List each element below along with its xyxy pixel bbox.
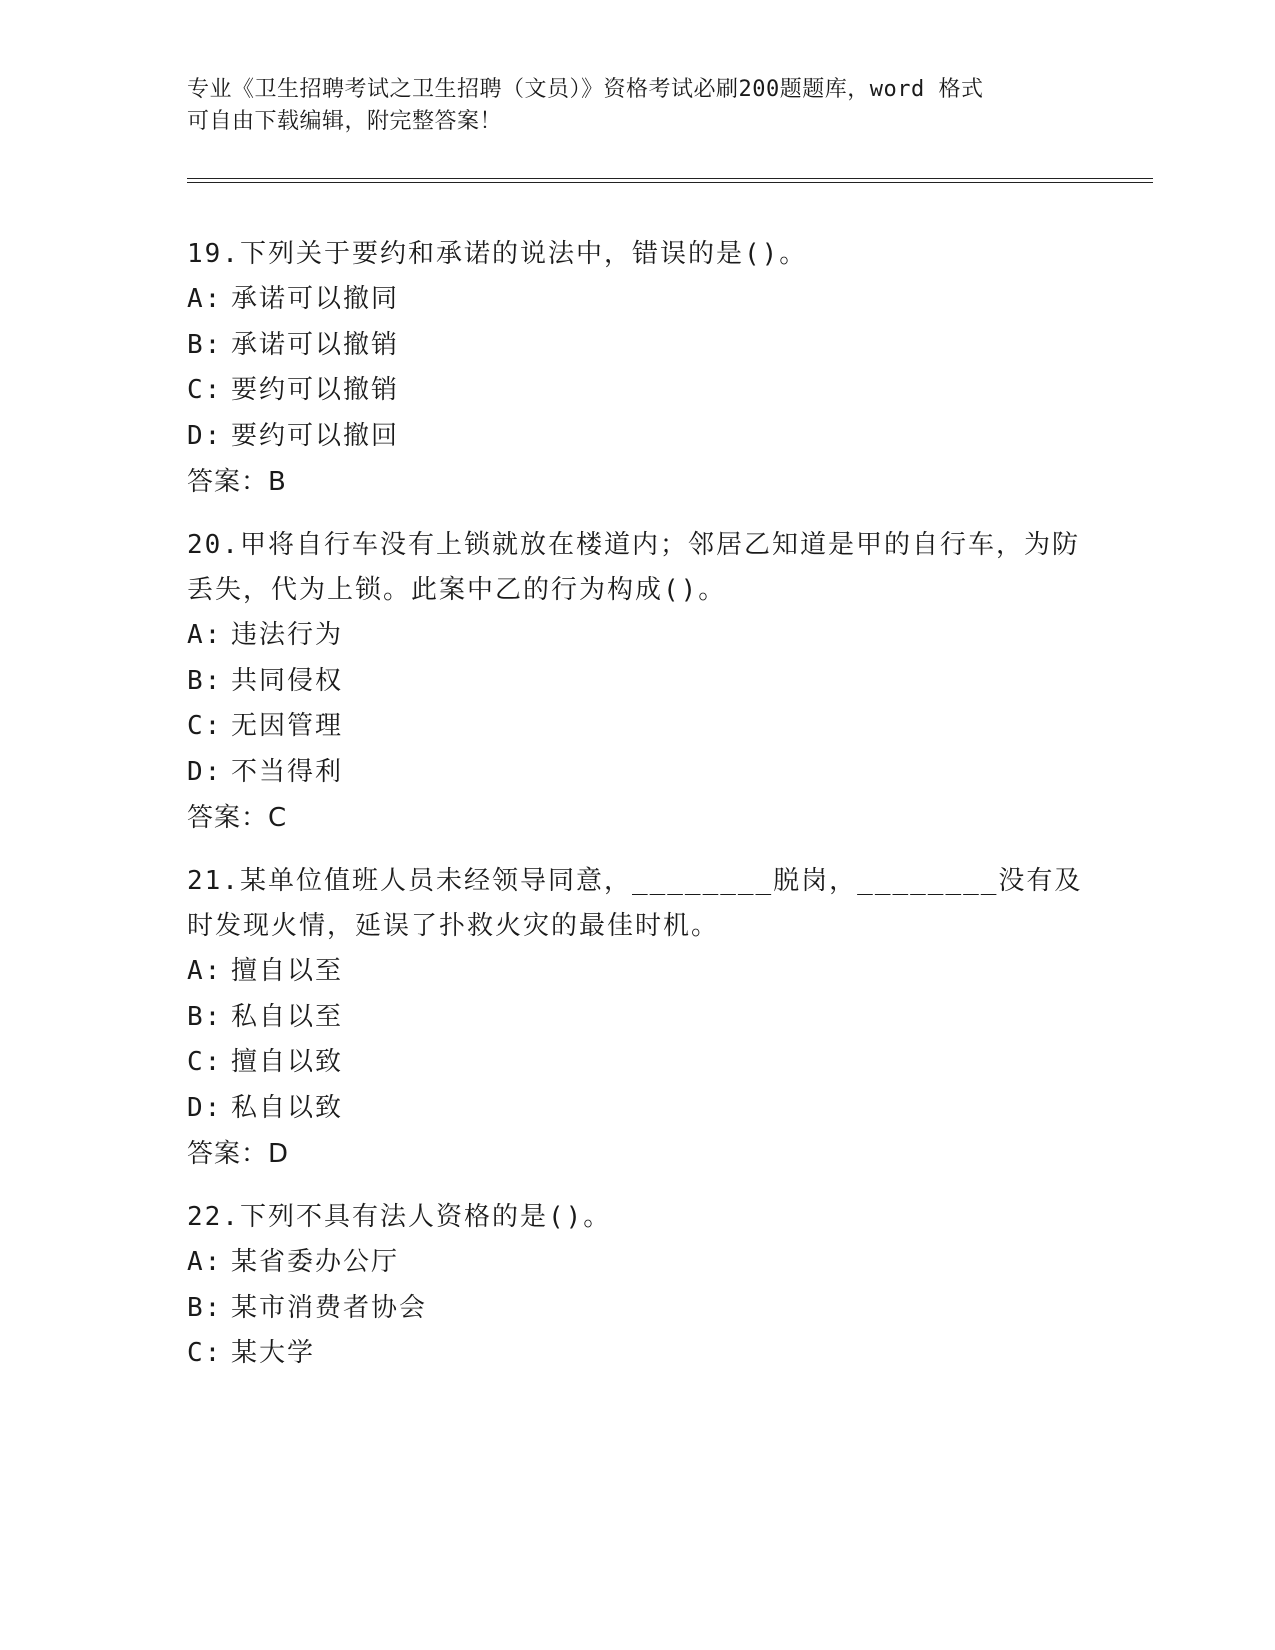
option-text: 私自以至	[231, 1001, 344, 1032]
option-d	[187, 1086, 1087, 1132]
option-letter: B:	[187, 1292, 223, 1323]
question-list	[187, 232, 1087, 1395]
option-letter: D:	[187, 1092, 223, 1123]
header-divider-bottom	[187, 182, 1153, 183]
answer-line: 答案：D	[187, 1139, 290, 1169]
option-text: 承诺可以撤同	[231, 284, 400, 314]
option-text: 擅自以致	[231, 1047, 344, 1077]
option-letter: A:	[187, 1247, 223, 1277]
option-letter: A:	[187, 956, 223, 986]
option-text: 共同侵权	[231, 665, 344, 696]
option-text: 擅自以至	[231, 956, 344, 986]
option-a	[187, 1240, 1087, 1286]
question-text: 19.下列关于要约和承诺的说法中，错误的是()。	[187, 239, 808, 269]
question-19	[187, 232, 1087, 505]
question-20	[187, 523, 1087, 841]
option-b	[187, 659, 1087, 705]
question-text: 21.某单位值班人员未经领导同意，________脱岗，________没有及时发现火情，延误了扑救火灾的最佳时机。	[187, 866, 1083, 941]
option-text: 私自以致	[231, 1092, 344, 1123]
option-d	[187, 414, 1087, 460]
question-text: 20.甲将自行车没有上锁就放在楼道内；邻居乙知道是甲的自行车，为防丢失，代为上锁。此案中乙的行为构成()。	[187, 530, 1080, 605]
option-text: 不当得利	[231, 756, 344, 787]
header-divider-top	[187, 178, 1153, 179]
answer-line: 答案：C	[187, 803, 288, 833]
option-letter: D:	[187, 756, 223, 787]
question-22	[187, 1195, 1087, 1377]
option-c	[187, 1040, 1087, 1086]
question-text: 22.下列不具有法人资格的是()。	[187, 1202, 612, 1232]
question-21	[187, 859, 1087, 1177]
option-letter: A:	[187, 284, 223, 314]
option-b	[187, 1286, 1087, 1332]
answer-line: 答案：B	[187, 467, 287, 497]
option-letter: A:	[187, 620, 223, 650]
header-line-1: 专业《卫生招聘考试之卫生招聘（文员）》资格考试必刷200题题库，word 格式	[187, 77, 984, 102]
option-c	[187, 704, 1087, 750]
option-letter: C:	[187, 1338, 223, 1368]
document-header	[187, 74, 1067, 138]
option-text: 要约可以撤销	[231, 375, 400, 405]
option-text: 无因管理	[231, 711, 344, 741]
option-letter: C:	[187, 375, 223, 405]
option-d	[187, 750, 1087, 796]
option-c	[187, 1331, 1087, 1377]
option-text: 承诺可以撤销	[231, 329, 400, 360]
option-text: 某大学	[231, 1338, 316, 1368]
option-a	[187, 277, 1087, 323]
option-text: 某省委办公厅	[231, 1247, 400, 1277]
option-b	[187, 995, 1087, 1041]
header-line-2: 可自由下载编辑，附完整答案！	[187, 109, 503, 134]
option-text: 要约可以撤回	[231, 420, 400, 451]
option-c	[187, 368, 1087, 414]
option-letter: C:	[187, 711, 223, 741]
option-b	[187, 323, 1087, 369]
option-a	[187, 613, 1087, 659]
option-text: 某市消费者协会	[231, 1292, 428, 1323]
option-text: 违法行为	[231, 620, 344, 650]
option-letter: D:	[187, 420, 223, 451]
option-letter: B:	[187, 665, 223, 696]
option-letter: C:	[187, 1047, 223, 1077]
option-letter: B:	[187, 329, 223, 360]
option-letter: B:	[187, 1001, 223, 1032]
option-a	[187, 949, 1087, 995]
